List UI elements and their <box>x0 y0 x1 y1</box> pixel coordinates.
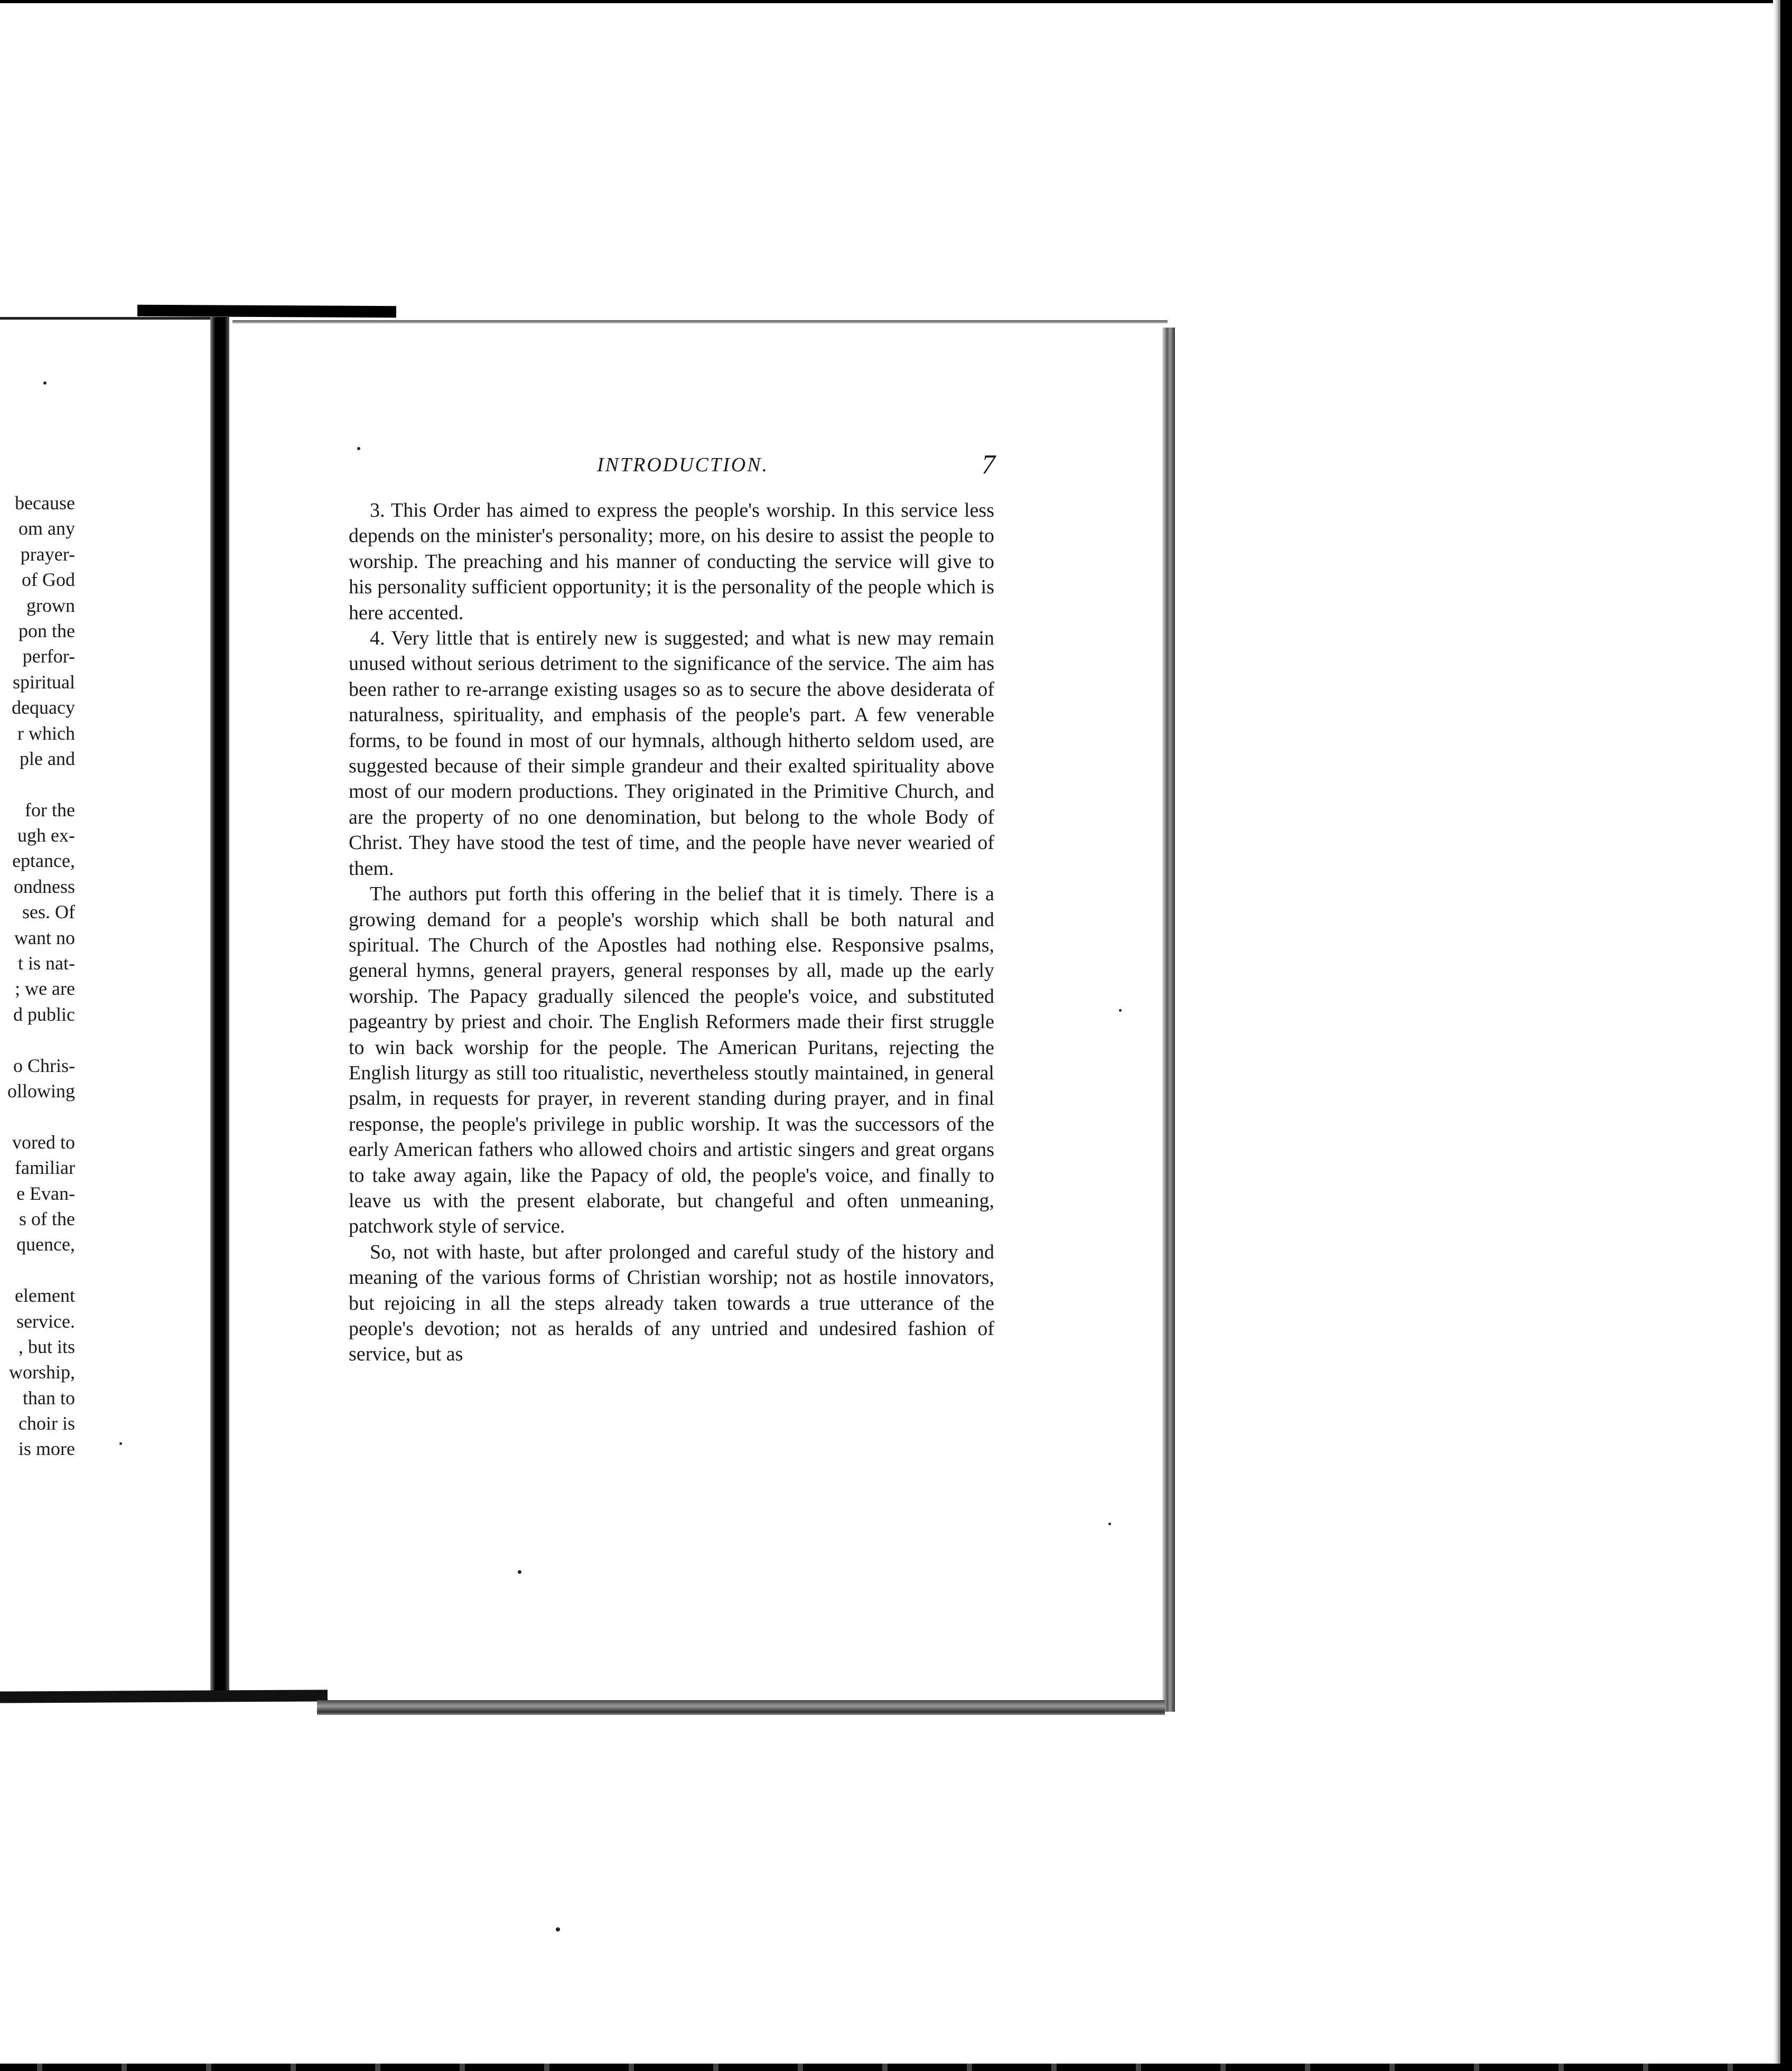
left-page-line <box>0 1104 75 1129</box>
left-page-line: familiar <box>15 1157 75 1179</box>
speck <box>518 1570 521 1574</box>
left-page-line: pon the <box>18 620 75 641</box>
scan-bottom-border <box>0 2064 1780 2071</box>
left-page-line: ple and <box>20 748 75 769</box>
left-page-line: , but its <box>18 1336 75 1357</box>
left-page-line: vored to <box>12 1131 75 1153</box>
left-page-line: grown <box>26 594 75 616</box>
running-header <box>349 449 994 498</box>
scan-right-border <box>1780 0 1792 2071</box>
left-page-line: is more <box>18 1438 75 1460</box>
left-page-line: spiritual <box>13 671 75 693</box>
paragraph-4: 4. Very little that is entirely new is suggested; and what is new may remain unused without serious detriment to the significance of the service. The aim has been rather to re-arrange existing usages so as to secure the above desiderata of naturalness, spirituality, and emphasis of the people's part. A few venerable forms, to be found in most of our hymnals, although hitherto seldom used, are suggested because of their simple grandeur and their exalted spirituality above most of our modern productions. They originated in the Primitive Church, and are the property of no one denomination, but belong to the whole Body of Christ. They have stood the test of time, and the people have never wearied of them. <box>349 627 994 880</box>
left-page-line: element <box>15 1285 75 1307</box>
left-page-line <box>0 771 75 797</box>
left-page-line: quence, <box>16 1234 75 1255</box>
book-top-edge <box>137 305 396 318</box>
left-page-line: perfor- <box>22 646 75 667</box>
left-page-line: d public <box>13 1003 75 1025</box>
left-page-line <box>0 1027 75 1052</box>
left-page-line: s of the <box>19 1208 75 1229</box>
left-page-line: worship, <box>9 1361 75 1383</box>
left-page-line: service. <box>16 1310 75 1332</box>
left-page-line: than to <box>23 1387 75 1408</box>
left-page-line: ses. Of <box>22 901 75 923</box>
page-top-edge <box>232 320 1168 323</box>
paragraph-authors: The authors put forth this offering in the belief that it is timely. There is a growing demand for a people's worship which shall be both natural and spiritual. The Church of the Apostles had nothing else. Responsive psalms, general hymns, general prayers, general responses by all, made up the early worship. The Papacy gradually silenced the people's voice, and substituted pageantry by priest and choir. The English Reformers made their first struggle to win back worship for the people. The American Puritans, rejecting the English liturgy as still too ritualistic, nevertheless stoutly maintained, in general psalm, in requests for prayer, in reverent standing during prayer, and in final response, the people's privilege in public worship. It was the successors of the early American fathers who allowed choirs and artistic singers and great organs to take away again, like the Papacy of old, the people's voice, and finally to leave us with the present elaborate, but changeful and often unmeaning, patchwork style of service. <box>349 883 994 1238</box>
left-page-line: t is nat- <box>18 953 75 974</box>
left-page-line: choir is <box>18 1413 75 1434</box>
book-bottom-edge <box>0 1690 328 1703</box>
left-page-line: because <box>15 492 75 514</box>
paragraph-3: 3. This Order has aimed to express the people's worship. In this service less depends on the minister's personality; more, on his desire to assist the people to worship. The preaching and his manner of conducting the service will give to his personality sufficient opportunity; it is the personality of the people which is here accented. <box>349 499 994 624</box>
left-page-line: ollowing <box>7 1080 75 1102</box>
left-page-line: for the <box>25 799 75 820</box>
left-page-line: eptance, <box>12 850 75 872</box>
left-page-line: e Evan- <box>16 1182 75 1204</box>
left-page-line: om any <box>18 518 75 539</box>
book-spine <box>210 317 229 1691</box>
speck <box>1108 1523 1111 1525</box>
paragraph-so-not-with-haste: So, not with haste, but after prolonged and careful study of the history and meaning of the various forms of Christian worship; not as hostile innovators, but rejoicing in all the steps already taken towards a true utterance of the people's devotion; not as heralds of any untried and undesired fashion of service, but as <box>349 1240 994 1366</box>
left-page-top-edge <box>0 317 227 320</box>
speck <box>1119 1009 1122 1012</box>
left-page-line: prayer- <box>20 543 75 565</box>
left-page-line: of God <box>22 569 75 591</box>
scan-right-shadow <box>1773 0 1780 2071</box>
left-page-line <box>0 1257 75 1283</box>
speck <box>119 1442 122 1445</box>
running-title: INTRODUCTION. <box>597 454 769 476</box>
left-page-fragment <box>0 490 75 1462</box>
left-page-line: ugh ex- <box>17 825 75 846</box>
page-number: 7 <box>982 450 995 480</box>
page-bottom-edge <box>317 1700 1165 1715</box>
scan-top-border <box>0 0 1780 3</box>
speck <box>556 1927 560 1932</box>
left-page-line: dequacy <box>12 697 75 719</box>
left-page-line: want no <box>14 927 75 948</box>
speck <box>357 447 360 450</box>
left-page-line: ; we are <box>15 978 75 1000</box>
right-page <box>349 449 994 1367</box>
left-page-line: o Chris- <box>13 1055 75 1076</box>
page-right-edge <box>1162 328 1175 1712</box>
left-page-line: ondness <box>14 875 75 897</box>
left-page-line: r which <box>17 722 75 744</box>
speck <box>43 381 46 385</box>
